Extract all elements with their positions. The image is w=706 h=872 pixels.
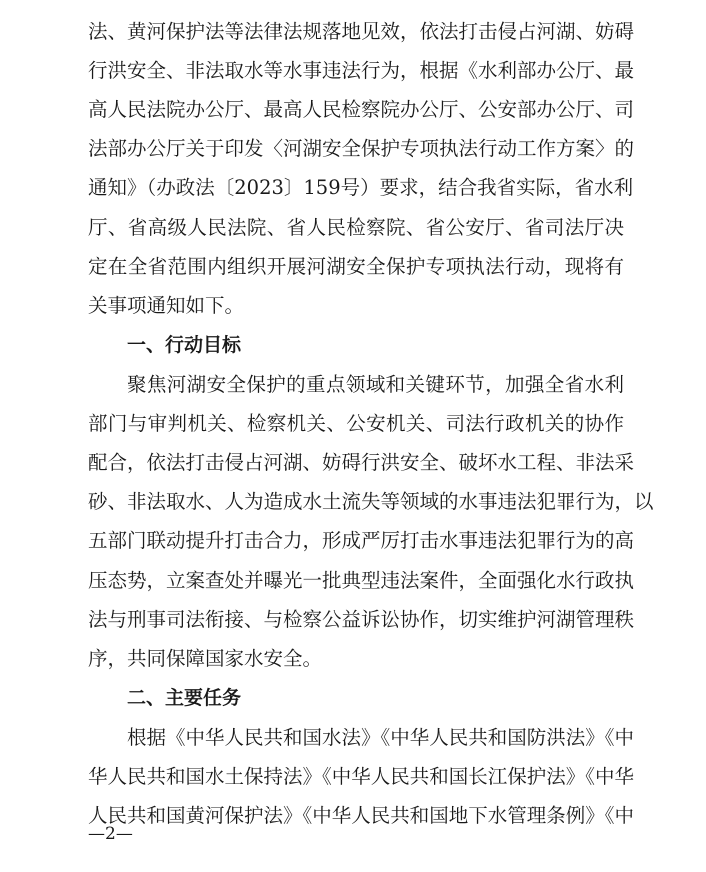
paragraph-line: 压态势，立案查处并曝光一批典型违法案件，全面强化水行政执 xyxy=(88,569,635,592)
section-heading-tasks: 二、主要任务 xyxy=(127,687,242,709)
paragraph-line: 人民共和国黄河保护法》《中华人民共和国地下水管理条例》《中 xyxy=(88,804,635,827)
paragraph-line: 砂、非法取水、人为造成水土流失等领域的水事违法犯罪行为，以 xyxy=(88,490,654,513)
paragraph-line: 行洪安全、非法取水等水事违法行为，根据《水利部办公厅、最 xyxy=(88,59,635,82)
paragraph-line: 法与刑事司法衔接、与检察公益诉讼协作，切实维护河湖管理秩 xyxy=(88,608,635,631)
section-heading-goals: 一、行动目标 xyxy=(127,334,242,356)
paragraph-line: 通知》（办政法〔2023〕159号）要求，结合我省实际，省水利 xyxy=(88,176,634,199)
paragraph-line: 根据《中华人民共和国水法》《中华人民共和国防洪法》《中 xyxy=(127,726,635,749)
paragraph-line: 聚焦河湖安全保护的重点领域和关键环节，加强全省水利 xyxy=(127,373,624,396)
paragraph-line: 厅、省高级人民法院、省人民检察院、省公安厅、省司法厅决 xyxy=(88,216,624,239)
paragraph-line: 序，共同保障国家水安全。 xyxy=(88,647,323,670)
paragraph-line: 定在全省范围内组织开展河湖安全保护专项执法行动，现将有 xyxy=(88,255,624,278)
paragraph-line: 关事项通知如下。 xyxy=(88,294,245,317)
paragraph-line: 法部办公厅关于印发〈河湖安全保护专项执法行动工作方案〉的 xyxy=(88,137,635,160)
paragraph-line: 五部门联动提升打击合力，形成严厉打击水事违法犯罪行为的高 xyxy=(88,529,635,552)
paragraph-line: 配合，依法打击侵占河湖、妨碍行洪安全、破坏水工程、非法采 xyxy=(88,451,635,474)
paragraph-line: 高人民法院办公厅、最高人民检察院办公厅、公安部办公厅、司 xyxy=(88,98,635,121)
page-number: —2— xyxy=(88,824,133,844)
paragraph-line: 法、黄河保护法等法律法规落地见效，依法打击侵占河湖、妨碍 xyxy=(88,20,635,43)
paragraph-line: 部门与审判机关、检察机关、公安机关、司法行政机关的协作 xyxy=(88,412,624,435)
paragraph-line: 华人民共和国水土保持法》《中华人民共和国长江保护法》《中华 xyxy=(88,765,635,788)
